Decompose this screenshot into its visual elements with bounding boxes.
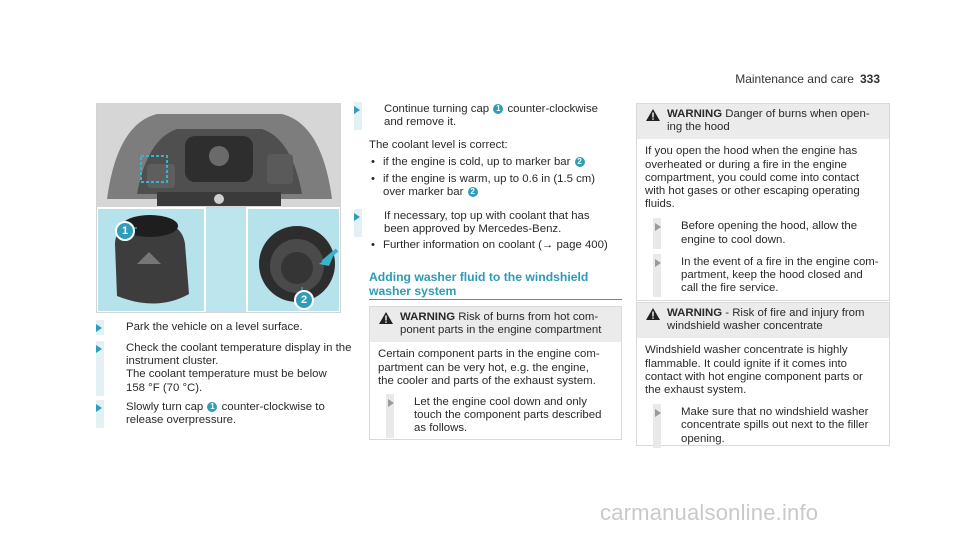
step-line: release overpressure.: [126, 414, 237, 427]
warning-triangle-icon: [646, 109, 660, 121]
warning-step-line: Let the engine cool down and only: [414, 396, 587, 409]
warning-step-line: call the fire service.: [681, 282, 779, 295]
warning-step-line: Make sure that no windshield washer: [681, 406, 869, 419]
warning-body-line: the cooler and parts of the exhaust system.: [378, 374, 596, 387]
warning-body-line: fluids.: [645, 198, 675, 211]
bullet-text: • if the engine is warm, up to 0.6 in (1.5 cm): [383, 173, 596, 185]
step-arrow-icon: [96, 345, 102, 353]
step-arrow-icon: [96, 324, 102, 332]
warning-step-line: opening.: [681, 432, 725, 445]
callout-1-inline: 1: [207, 402, 217, 412]
warning-title: ponent parts in the engine compartment: [400, 324, 602, 337]
warning-step-line: In the event of a fire in the engine com-: [681, 255, 879, 268]
page-header: [735, 73, 880, 86]
bullet-engine-cold: [369, 156, 633, 169]
warning-body-line: Certain component parts in the engine com-: [378, 348, 600, 361]
warning-body-line: Windshield washer concentrate is highly: [645, 344, 848, 357]
bullet-further-info: [369, 239, 643, 252]
warning-body-line: overheated or during a fire in the engine: [645, 158, 848, 171]
warning-title: Danger of burns when open-: [725, 108, 870, 120]
warning-title: - Risk of fire and injury from: [725, 307, 865, 319]
warning-body-line: contact with hot engine component parts or: [645, 370, 863, 383]
warning-label: WARNING: [400, 311, 456, 323]
callout-2-badge: 2: [294, 290, 314, 310]
warning-body-line: If you open the hood when the engine has: [645, 145, 858, 158]
warning-body-line: compartment, you could come into contact: [645, 171, 859, 184]
section-title-line: Adding washer fluid to the windshield: [369, 270, 589, 284]
section-title-line: washer system: [369, 283, 457, 298]
step-arrow-icon: [354, 106, 360, 114]
step-arrow-icon: [354, 213, 360, 221]
warning-body-line: partment can be very hot, e.g. the engine,: [378, 361, 589, 374]
step-top-up: [354, 210, 629, 236]
step-text: Park the vehicle on a level surface.: [126, 321, 303, 333]
callout-2-inline: 2: [468, 187, 478, 197]
warning-step-line: touch the component parts described: [414, 409, 602, 422]
step-line: and remove it.: [384, 116, 457, 129]
warning-title: windshield washer concentrate: [667, 320, 823, 333]
step-line: been approved by Mercedes-Benz.: [384, 223, 562, 236]
warning-burns-hot-parts: [369, 306, 622, 440]
warning-body-line: the exhaust system.: [645, 384, 747, 397]
step-arrow-icon: [96, 404, 102, 412]
page-number: 333: [859, 72, 880, 86]
warning-label: WARNING: [667, 307, 723, 319]
warning-body-line: with hot gases or other escaping operating: [645, 185, 860, 198]
step-park-vehicle: [96, 321, 371, 334]
warning-step: [653, 220, 881, 246]
bullet-engine-warm: [369, 173, 633, 199]
step-turn-cap: [96, 401, 371, 427]
step-arrow-icon: [388, 399, 394, 407]
warning-step-line: concentrate spills out next to the filler: [681, 419, 869, 432]
warning-step: [653, 256, 881, 296]
illustration-svg: [97, 104, 340, 312]
callout-2-inline: 2: [575, 157, 585, 167]
step-line: Check the coolant temperature display in the: [126, 342, 352, 354]
step-arrow-icon: [655, 259, 661, 267]
bullet-text: over marker bar: [383, 186, 464, 199]
section-divider: [369, 299, 622, 300]
warning-step-line: Before opening the hood, allow the: [681, 220, 858, 233]
warning-step-line: partment, keep the hood closed and: [681, 269, 863, 282]
coolant-level-intro: The coolant level is correct:: [369, 139, 508, 151]
step-text: counter-clockwise: [507, 103, 598, 115]
section-title: [369, 271, 619, 298]
step-line: If necessary, top up with coolant that has: [384, 210, 590, 222]
engine-compartment-illustration: [96, 103, 341, 313]
step-line: instrument cluster.: [126, 355, 219, 368]
warning-step-line: as follows.: [414, 422, 468, 435]
warning-title: Risk of burns from hot com-: [458, 311, 599, 323]
warning-fire-washer-concentrate: [636, 302, 890, 446]
step-text: Continue turning cap: [384, 103, 490, 115]
warning-step-line: engine to cool down.: [681, 233, 786, 246]
step-text: counter-clockwise to: [221, 401, 325, 413]
step-continue-turning: [354, 103, 629, 129]
step-check-coolant: [96, 342, 371, 395]
callout-1-inline: 1: [493, 104, 503, 114]
warning-title: ing the hood: [667, 121, 730, 134]
warning-body-line: flammable. It could ignite if it comes into: [645, 357, 847, 370]
warning-step: [386, 396, 613, 436]
step-line: The coolant temperature must be below: [126, 368, 327, 381]
warning-label: WARNING: [667, 108, 723, 120]
warning-burns-hood: [636, 103, 890, 301]
step-line: 158 °F (70 °C).: [126, 381, 203, 394]
page-reference-link[interactable]: Further information on coolant (→ page 400): [383, 239, 608, 251]
step-text: Slowly turn cap: [126, 401, 204, 413]
watermark-footer[interactable]: carmanualsonline.info: [600, 500, 819, 525]
step-arrow-icon: [655, 223, 661, 231]
warning-step: [653, 406, 881, 446]
step-arrow-icon: [655, 409, 661, 417]
warning-triangle-icon: [379, 312, 393, 324]
warning-triangle-icon: [646, 308, 660, 320]
bullet-text: if the engine is cold, up to marker bar: [383, 156, 571, 168]
callout-1-badge: 1: [115, 221, 135, 241]
section-name: Maintenance and care: [735, 72, 854, 86]
